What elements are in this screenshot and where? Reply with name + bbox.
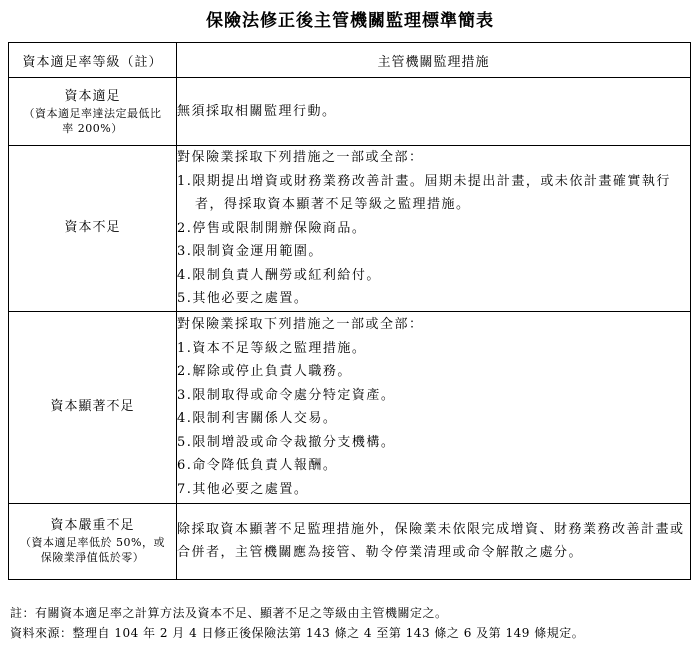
measure-text: 無須採取相關監理行動。 [177, 103, 337, 119]
supervision-standards-table [8, 42, 691, 580]
table-row [9, 503, 691, 579]
table-row [9, 146, 691, 312]
list-item: 2.停售或限制開辦保險商品。 [177, 220, 367, 236]
list-item: 1.限期提出增資或財務業務改善計畫。屆期未提出計畫，或未依計畫確實執行者，得採取資本顯著不足等級之監理措施。 [177, 173, 671, 212]
footnote-source: 資料來源：整理自 104 年 2 月 4 日修正後保險法第 143 條之 4 至第 143 條之 6 及第 149 條規定。 [10, 626, 585, 640]
list-item: 2.解除或停止負責人職務。 [177, 364, 352, 379]
level-label: 資本不足 [64, 220, 121, 236]
measures-cell [177, 503, 691, 579]
level-label: 資本嚴重不足 [50, 518, 135, 533]
list-item: 5.限制增設或命令裁撤分支機構。 [177, 434, 396, 450]
measures-intro: 對保險業採取下列措施之一部或全部： [177, 317, 424, 332]
list-item: 7.其他必要之處置。 [177, 481, 309, 497]
list-item: 1.資本不足等級之監理措施。 [177, 340, 367, 356]
level-cell [9, 503, 177, 579]
level-cell [9, 146, 177, 312]
level-note: （資本適足率低於 50%，或保險業淨值低於零） [20, 536, 165, 564]
list-item: 3.限制資金運用範圍。 [177, 244, 323, 259]
level-cell [9, 78, 177, 146]
level-label: 資本適足 [64, 88, 121, 104]
page-title: 保險法修正後主管機關監理標準簡表 [206, 11, 494, 31]
footnote-definition: 註：有關資本適足率之計算方法及資本不足、顯著不足之等級由主管機關定之。 [10, 606, 448, 620]
list-item: 4.限制利害關係人交易。 [177, 411, 338, 426]
level-cell [9, 311, 177, 503]
footnotes [10, 603, 695, 643]
measures-cell [177, 311, 691, 503]
header-measures: 主管機關監理措施 [177, 43, 691, 78]
measures-intro: 對保險業採取下列措施之一部或全部： [177, 150, 424, 165]
list-item: 4.限制負責人酬勞或紅利給付。 [177, 267, 381, 283]
table-row [9, 78, 691, 146]
level-label: 資本顯著不足 [50, 399, 135, 414]
table-row [9, 311, 691, 503]
table-header-row [9, 43, 691, 78]
level-note: （資本適足率達法定最低比率 200%） [23, 106, 162, 135]
measures-cell [177, 78, 691, 146]
measure-text: 除採取資本顯著不足監理措施外，保險業未依限完成增資、財務業務改善計畫或合併者，主管機關應為接管、勒令停業清理或命令解散之處分。 [177, 521, 685, 560]
list-item: 6.命令降低負責人報酬。 [177, 458, 338, 473]
measures-cell [177, 146, 691, 312]
list-item: 5.其他必要之處置。 [177, 291, 309, 306]
list-item: 3.限制取得或命令處分特定資產。 [177, 387, 396, 403]
header-capital-level: 資本適足率等級（註） [9, 43, 177, 78]
